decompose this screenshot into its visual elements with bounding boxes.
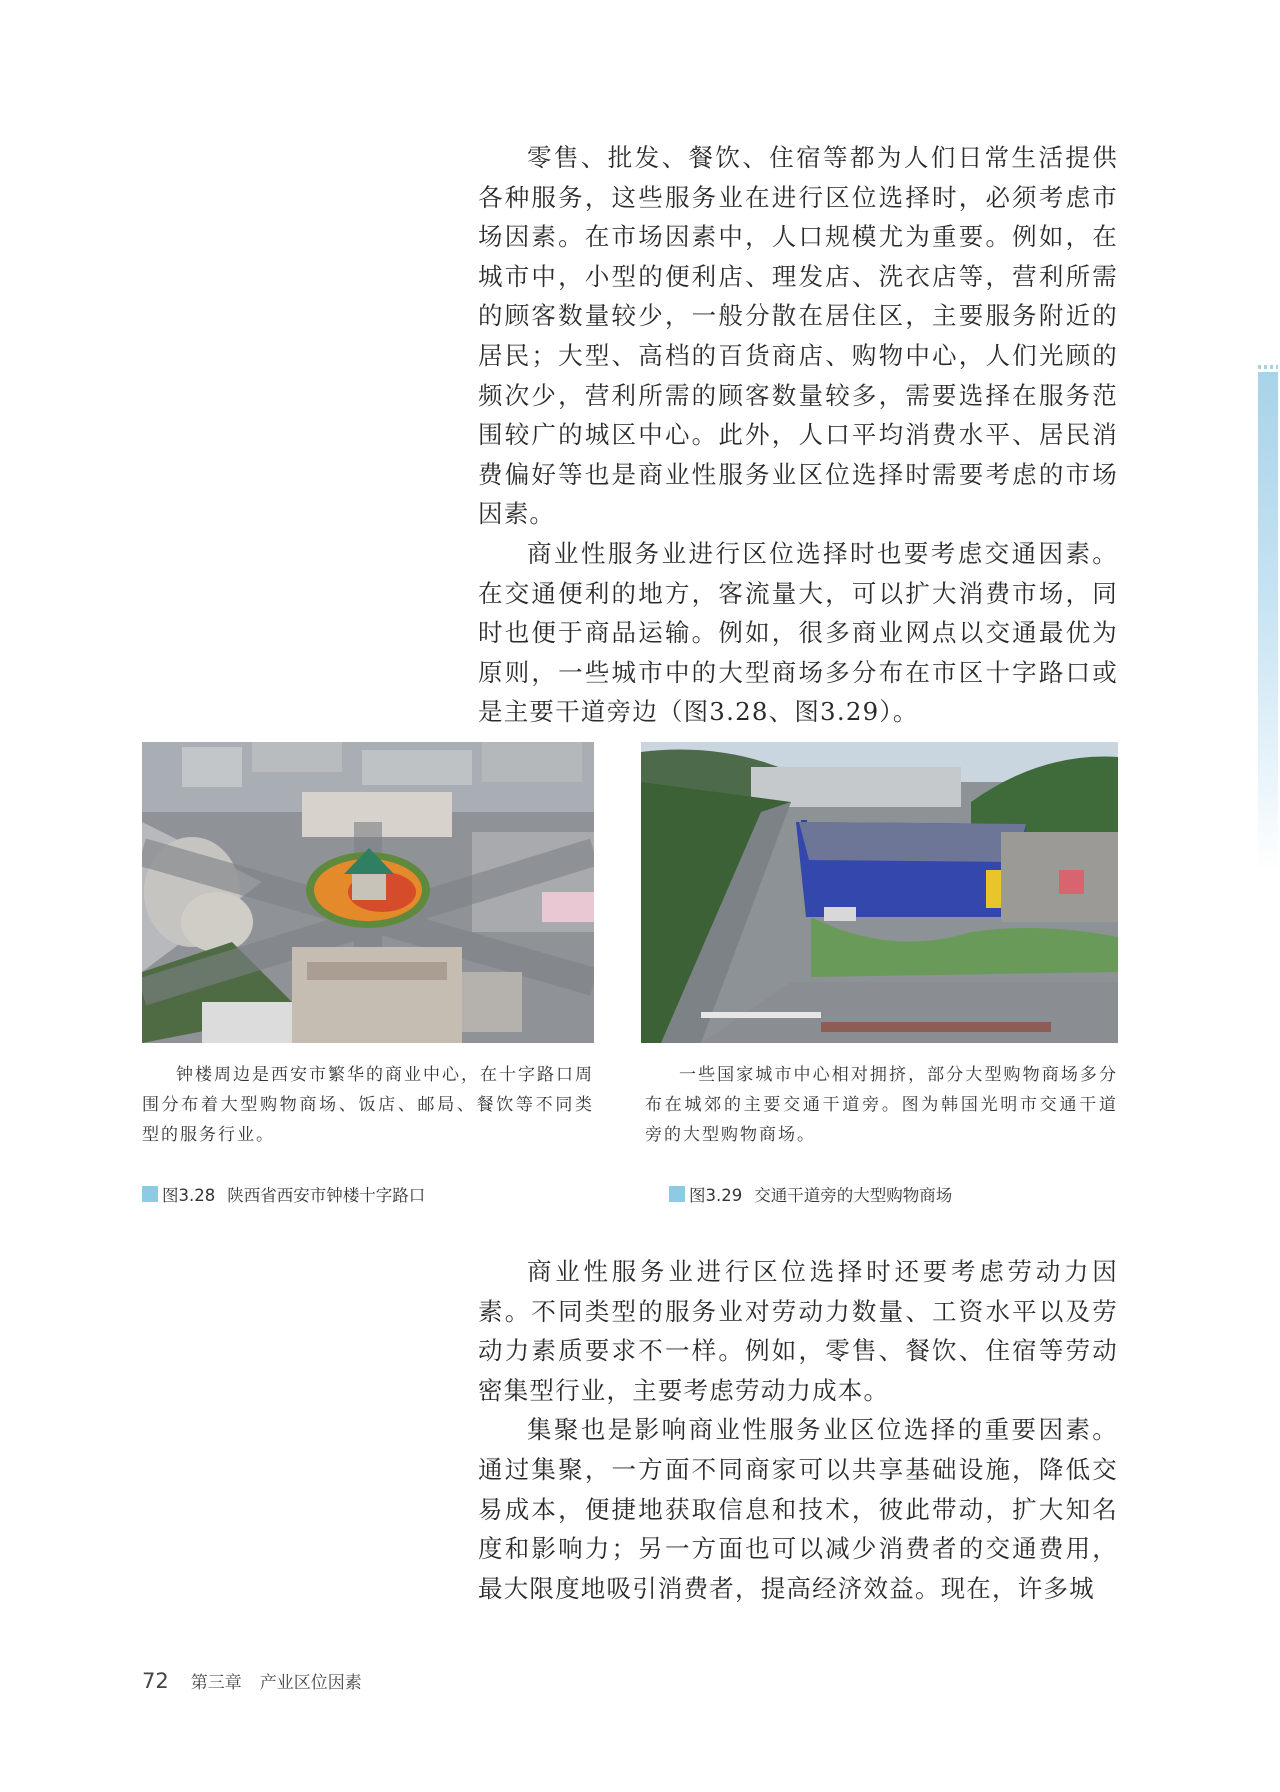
figure-title: 交通干道旁的大型购物商场 [754, 1186, 953, 1205]
figure-description: 一些国家城市中心相对拥挤，部分大型购物商场多分布在城郊的主要交通干道旁。图为韩国光明市交通干道旁的大型购物商场。 [645, 1065, 1118, 1145]
photo-xian-bell-tower [142, 742, 594, 1043]
figure-number: 图3.29 [689, 1186, 743, 1205]
figure-title: 陕西省西安市钟楼十字路口 [227, 1186, 426, 1205]
paragraph-labor-factor: 商业性服务业进行区位选择时还要考虑劳动力因素。不同类型的服务业对劳动力数量、工资水平以及劳动力素质要求不一样。例如，零售、餐饮、住宿等劳动密集型行业，主要考虑劳动力成本。 [478, 1257, 1118, 1405]
page-number: 72 [142, 1669, 169, 1693]
chapter-title: 产业区位因素 [259, 1673, 362, 1693]
figure-description: 钟楼周边是西安市繁华的商业中心，在十字路口周围分布着大型购物商场、饭店、邮局、餐饮等不同类型的服务行业。 [142, 1065, 594, 1145]
caption-marker-icon [142, 1186, 158, 1202]
figure-caption [669, 1182, 952, 1206]
chapter-label: 第三章 [190, 1673, 242, 1693]
figure-3-28 [142, 742, 594, 1205]
caption-marker-icon [669, 1186, 685, 1202]
paragraph-market-factor: 零售、批发、餐饮、住宿等都为人们日常生活提供各种服务，这些服务业在进行区位选择时，必须考虑市场因素。在市场因素中，人口规模尤为重要。例如，在城市中，小型的便利店、理发店、洗衣店等，营利所需的顾客数量较少，一般分散在居住区，主要服务附近的居民；大型、高档的百货商店、购物中心，人们光顾的频次少，营利所需的顾客数量较多，需要选择在服务范围较广的城区中心。此外，人口平均消费水平、居民消费偏好等也是商业性服务业区位选择时需要考虑的市场因素。 [478, 143, 1118, 529]
body-text-bottom [478, 1252, 1118, 1608]
paragraph-traffic-factor: 商业性服务业进行区位选择时也要考虑交通因素。在交通便利的地方，客流量大，可以扩大消费市场，同时也便于商品运输。例如，很多商业网点以交通最优为原则，一些城市中的大型商场多分布在市区十字路口或是主要干道旁边（图3.28、图3.29）。 [478, 538, 1118, 727]
figure-caption [142, 1182, 425, 1206]
body-text-top [478, 138, 1118, 732]
paragraph-agglomeration-factor: 集聚也是影响商业性服务业区位选择的重要因素。通过集聚，一方面不同商家可以共享基础设施，降低交易成本，便捷地获取信息和技术，彼此带动，扩大知名度和影响力；另一方面也可以减少消费者的交通费用，最大限度地吸引消费者，提高经济效益。现在，许多城 [478, 1415, 1118, 1603]
figure-number: 图3.28 [162, 1186, 216, 1205]
side-tab-dots [1258, 365, 1278, 369]
chapter-side-tab [1258, 372, 1278, 872]
photo-shopping-mall-arterial-road [641, 742, 1118, 1043]
figure-3-29 [641, 742, 1118, 1205]
page-footer [142, 1668, 362, 1693]
